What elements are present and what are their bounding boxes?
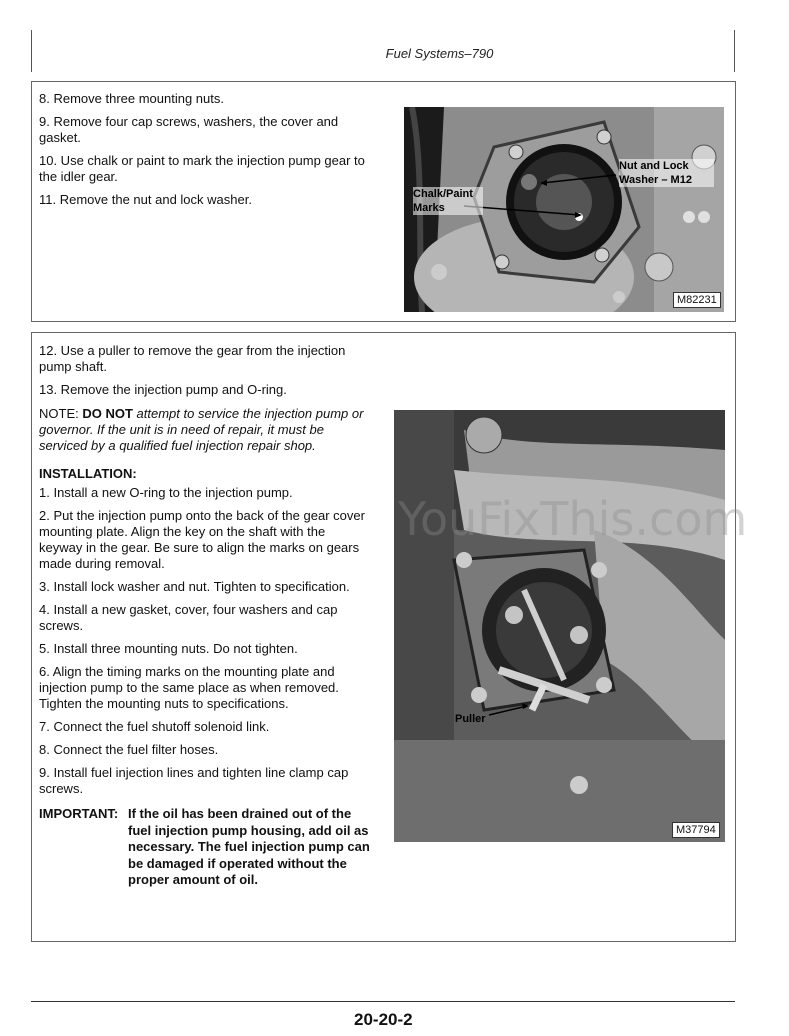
important-label: IMPORTANT: bbox=[39, 806, 119, 821]
step-11: 11. Remove the nut and lock washer. bbox=[39, 192, 252, 207]
callout-chalk-marks: Chalk/Paint Marks bbox=[413, 187, 483, 215]
section1-steps bbox=[39, 91, 371, 215]
section2-text bbox=[39, 343, 371, 889]
important-block bbox=[39, 806, 371, 889]
note-block bbox=[39, 406, 371, 454]
note-text: attempt to service the injection pump or governor. If the unit is in need of repair, it must be serviced by a qualified fuel injection repair shop. bbox=[39, 406, 364, 453]
header-title: Fuel Systems–790 bbox=[385, 46, 494, 61]
install-step-4: 4. Install a new gasket, cover, four washers and cap screws. bbox=[39, 602, 338, 633]
note-label: NOTE: bbox=[39, 406, 79, 421]
figure-m37794-photo bbox=[394, 410, 725, 842]
step-8: 8. Remove three mounting nuts. bbox=[39, 91, 224, 106]
step-13: 13. Remove the injection pump and O-ring. bbox=[39, 382, 287, 397]
callout-nut-lock-washer: Nut and Lock Washer – M12 bbox=[619, 159, 714, 187]
figure-id-m37794: M37794 bbox=[672, 822, 720, 838]
step-12: 12. Use a puller to remove the gear from the injection pump shaft. bbox=[39, 343, 346, 374]
page-number: 20-20-2 bbox=[354, 1010, 413, 1029]
install-step-9: 9. Install fuel injection lines and tighten line clamp cap screws. bbox=[39, 765, 349, 796]
install-step-7: 7. Connect the fuel shutoff solenoid link. bbox=[39, 719, 270, 734]
install-step-8: 8. Connect the fuel filter hoses. bbox=[39, 742, 219, 757]
step-9: 9. Remove four cap screws, washers, the cover and gasket. bbox=[39, 114, 339, 145]
install-step-5: 5. Install three mounting nuts. Do not tighten. bbox=[39, 641, 298, 656]
puller-illustration bbox=[394, 410, 725, 842]
install-step-6: 6. Align the timing marks on the mounting plate and injection pump to the same place as when removed. Tighten the mounting nuts to specifications. bbox=[39, 664, 339, 711]
footer-rule bbox=[31, 1001, 735, 1002]
callout-puller: Puller bbox=[455, 713, 486, 725]
watermark: YouFixThis.com bbox=[398, 492, 748, 546]
important-text: If the oil has been drained out of the fuel injection pump housing, add oil as necessary. The fuel injection pump can be damaged if operated without the proper amount of oil. bbox=[128, 806, 370, 887]
page-header bbox=[0, 46, 789, 61]
install-step-3: 3. Install lock washer and nut. Tighten to specification. bbox=[39, 579, 350, 594]
install-step-1: 1. Install a new O-ring to the injection pump. bbox=[39, 485, 293, 500]
step-10: 10. Use chalk or paint to mark the injection pump gear to the idler gear. bbox=[39, 153, 365, 184]
figure-id-m82231: M82231 bbox=[673, 292, 721, 308]
install-step-2: 2. Put the injection pump onto the back of the gear cover mounting plate. Align the key on the shaft with the keyway in the gear. Be sure to align the marks on gears made during removal. bbox=[39, 508, 365, 571]
note-emphasis: DO NOT bbox=[82, 406, 133, 421]
installation-heading: INSTALLATION: bbox=[39, 466, 137, 481]
